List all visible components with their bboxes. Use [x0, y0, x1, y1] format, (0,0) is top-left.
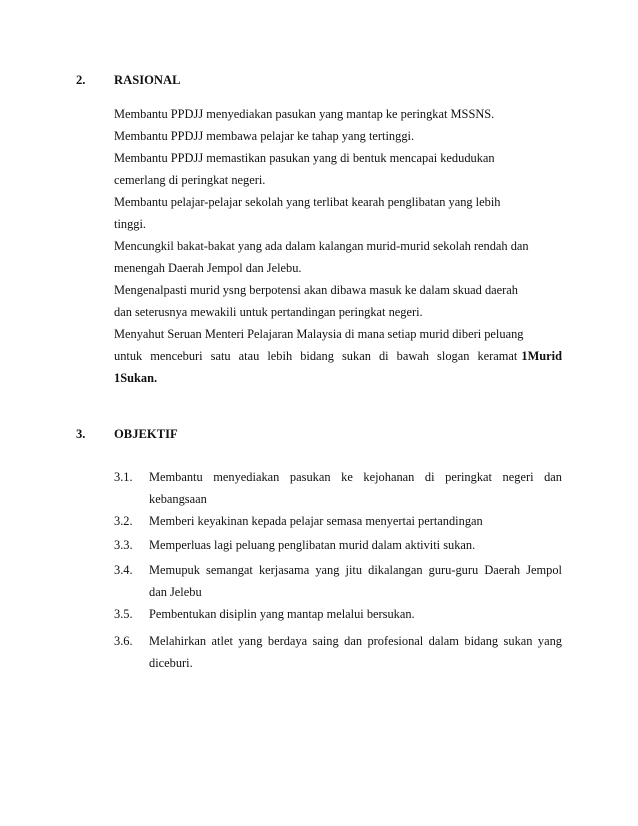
- objective-number: 3.6.: [114, 634, 133, 648]
- section-title: RASIONAL: [114, 73, 181, 87]
- objective-number: 3.1.: [114, 470, 133, 484]
- section-number: 2.: [76, 73, 86, 87]
- objective-text-line: kebangsaan: [149, 492, 207, 506]
- objective-number: 3.2.: [114, 514, 133, 528]
- objective-text: Pembentukan disiplin yang mantap melalui bersukan.: [149, 607, 415, 621]
- rasional-line: menengah Daerah Jempol dan Jelebu.: [114, 261, 302, 275]
- rasional-line: tinggi.: [114, 217, 147, 231]
- rasional-line: Membantu pelajar-pelajar sekolah yang terlibat kearah penglibatan yang lebih: [114, 195, 501, 209]
- rasional-line: Membantu PPDJJ menyediakan pasukan yang mantap ke peringkat MSSNS.: [114, 107, 495, 121]
- rasional-line: cemerlang di peringkat negeri.: [114, 173, 266, 187]
- objective-number: 3.5.: [114, 607, 133, 621]
- objective-text-line: Membantu menyediakan pasukan ke kejohanan di peringkat negeri dan: [149, 470, 562, 484]
- rasional-line: Mencungkil bakat-bakat yang ada dalam kalangan murid-murid sekolah rendah dan: [114, 239, 529, 253]
- section-title: OBJEKTIF: [114, 427, 178, 441]
- rasional-line-with-slogan: [114, 345, 562, 367]
- objective-text-line: Memupuk semangat kerjasama yang jitu dikalangan guru-guru Daerah Jempol: [149, 563, 562, 577]
- rasional-line: untuk menceburi satu atau lebih bidang sukan di bawah slogan keramat: [114, 349, 518, 363]
- slogan-text: 1Sukan.: [114, 371, 158, 385]
- objective-text: Memberi keyakinan kepada pelajar semasa menyertai pertandingan: [149, 514, 483, 528]
- objective-text: [149, 466, 562, 510]
- objective-text-line: Melahirkan atlet yang berdaya saing dan profesional dalam bidang sukan yang: [149, 634, 562, 648]
- section-number: 3.: [76, 427, 86, 441]
- slogan-text: 1Murid: [521, 349, 562, 363]
- objective-text: [149, 559, 562, 603]
- rasional-line: dan seterusnya mewakili untuk pertandingan peringkat negeri.: [114, 305, 423, 319]
- objective-text-line: diceburi.: [149, 656, 193, 670]
- rasional-line: Menyahut Seruan Menteri Pelajaran Malaysia di mana setiap murid diberi peluang: [114, 327, 524, 341]
- rasional-paragraph: [114, 103, 562, 389]
- rasional-line: Membantu PPDJJ membawa pelajar ke tahap yang tertinggi.: [114, 129, 415, 143]
- objective-text-line: dan Jelebu: [149, 585, 202, 599]
- objective-text: Memperluas lagi peluang penglibatan murid dalam aktiviti sukan.: [149, 538, 476, 552]
- objective-number: 3.4.: [114, 563, 133, 577]
- rasional-line: Membantu PPDJJ memastikan pasukan yang di bentuk mencapai kedudukan: [114, 151, 495, 165]
- objective-number: 3.3.: [114, 538, 133, 552]
- objective-text: [149, 630, 562, 674]
- rasional-line: Mengenalpasti murid ysng berpotensi akan dibawa masuk ke dalam skuad daerah: [114, 283, 518, 297]
